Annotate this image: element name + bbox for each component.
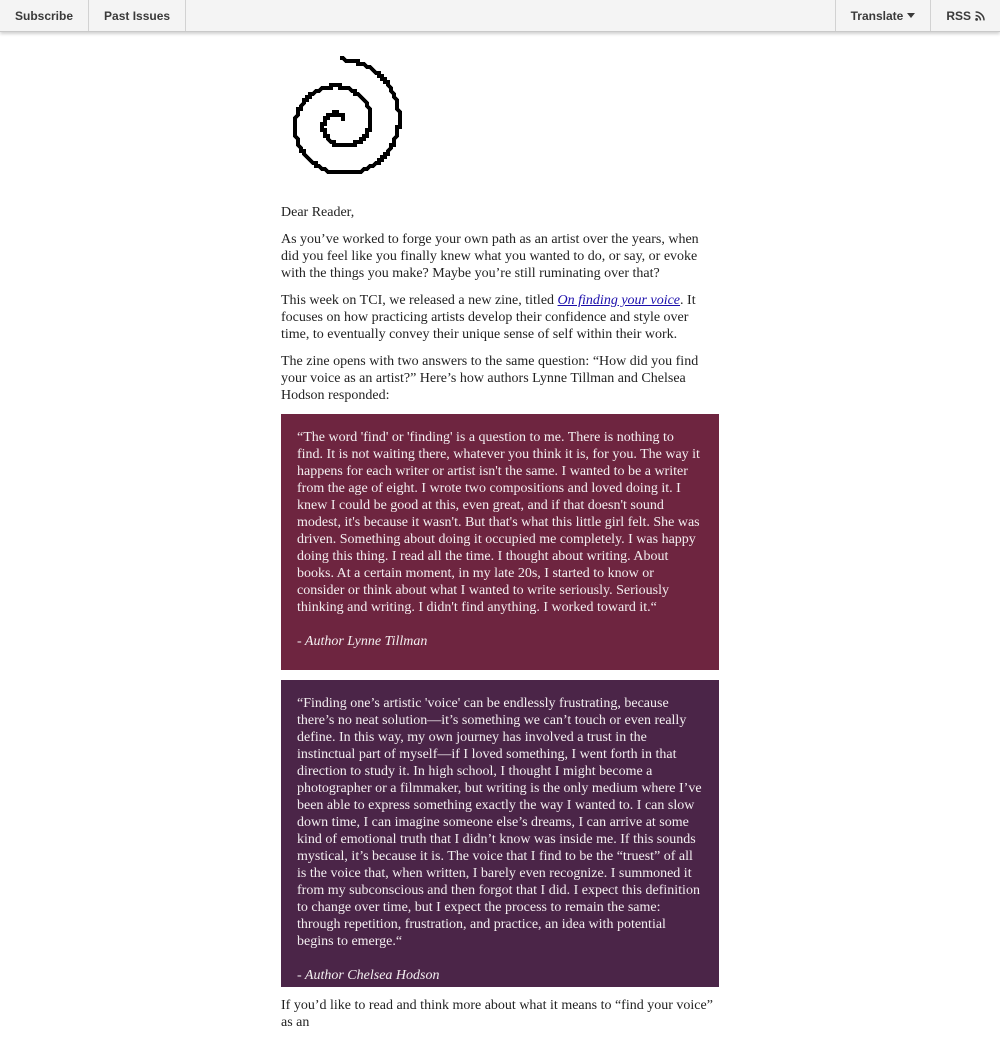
spiral-icon [280,52,418,180]
paragraph-intro: As you’ve worked to forge your own path as an artist over the years, when did you feel like you finally knew what you wanted to do, or say, or evoke with the things you make? Maybe you’re still ruminating over that? [281,232,699,281]
quote-box-tillman [281,414,719,670]
rss-label: RSS [946,8,971,23]
translate-dropdown[interactable] [835,0,931,31]
past-issues-label: Past Issues [104,8,171,23]
zine-text-after: . It focuses on how practicing artists develop their confidence and style over time, to eventually convey their unique sense of self within their work. [281,293,696,342]
greeting: Dear Reader, [281,205,355,220]
paragraph-closing: If you’d like to read and think more about what it means to “find your voice” as an [281,998,713,1030]
quote-box-hodson [281,680,719,987]
quote-text: “Finding one’s artistic 'voice' can be endlessly frustrating, because there’s no neat solution—it’s something we can’t touch or even really define. In this way, my own journey has involved a trust in the instinctual part of myself—if I loved something, I went forth in that direction to study it. In high school, I thought I might become a photographer or a filmmaker, but writing is the only medium where I’ve been able to express something exactly the way I wanted to. I can slow down time, I can imagine someone else’s dreams, I can arrive at some kind of emotional truth that I didn’t know was inside me. If this sounds mystical, it’s because it is. The voice that I find to be the “truest” of all is the voice that, when written, I barely even recognize. I summoned it from my subconscious and then forgot that I did. I expect this definition to change over time, but I expect the process to remain the same: through repetition, frustration, and practice, an idea with potential begins to emerge.“ [297,696,702,949]
rss-link[interactable] [930,0,1000,31]
newsletter-content [281,52,719,1041]
rss-icon [975,11,985,21]
quote-author: - Author Lynne Tillman [297,634,428,649]
top-nav-bar [0,0,1000,32]
translate-label: Translate [850,8,904,23]
paragraph-zine [281,292,719,343]
nav-right-group [835,0,1000,31]
subscribe-label: Subscribe [15,8,74,23]
zine-link[interactable]: On finding your voice [557,293,681,308]
quote-text: “The word 'find' or 'finding' is a question to me. There is nothing to find. It is not waiting there, whatever you think it is, for you. The way it happens for each writer or artist isn't the same. I wanted to be a writer from the age of eight. I wrote two compositions and loved doing it. I knew I could be good at this, even great, and if that doesn't sound modest, it's because it wasn't. But that's what this little girl felt. She was driven. Something about doing it occupied me completely. I was happy doing this thing. I read all the time. I thought about writing. About books. At a certain moment, in my late 20s, I started to know or consider or think about what I wanted to write seriously. Seriously thinking and writing. I didn't find anything. I worked toward it.“ [297,430,700,615]
paragraph-question: The zine opens with two answers to the same question: “How did you find your voice as an artist?” Here’s how authors Lynne Tillman and Chelsea Hodson responded: [281,354,699,403]
nav-left-group [0,0,186,31]
quote-author: - Author Chelsea Hodson [297,968,440,983]
caret-down-icon [907,13,915,18]
subscribe-link[interactable] [0,0,89,31]
zine-text-before: This week on TCI, we released a new zine, titled [281,293,558,308]
past-issues-link[interactable] [89,0,186,31]
